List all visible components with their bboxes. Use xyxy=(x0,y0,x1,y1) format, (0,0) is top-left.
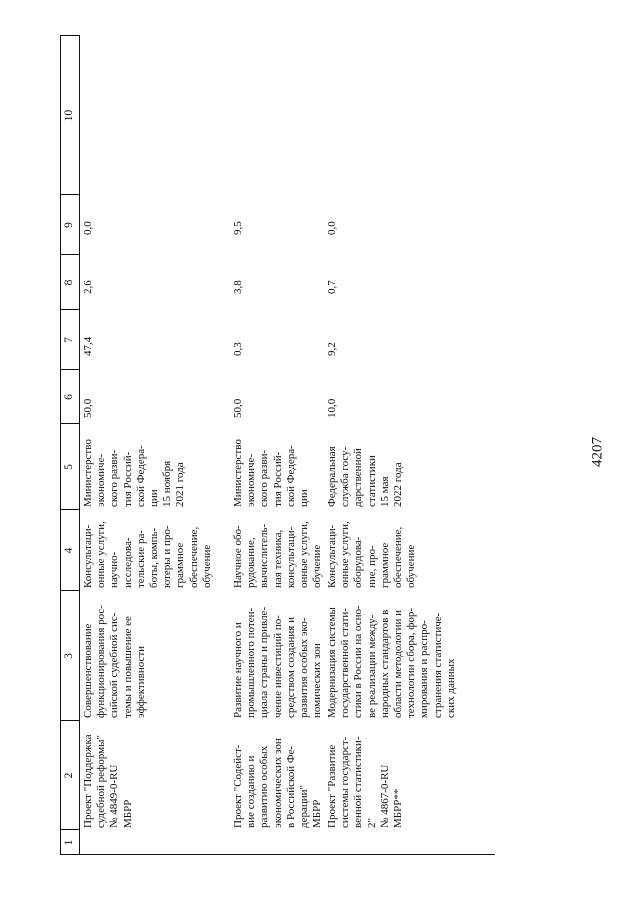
col-header-2: 2 xyxy=(63,772,75,779)
col-header-8: 8 xyxy=(63,279,75,286)
col-header-5: 5 xyxy=(63,464,75,470)
col-header-1: 1 xyxy=(63,839,75,846)
row2-goal: Развитие научного и промышленного потен- циала страны и привле- чение инвестиций по- средством создания и развития особых эко- номических зон xyxy=(232,606,324,718)
row1-project: Проект "Поддержка судебной реформы" № 4849-0-RU МБРР xyxy=(82,734,134,828)
row3-col6: 10,0 xyxy=(326,398,338,418)
row3-use: Консультаци- онные услуги, оборудова- ние, про- граммное обеспечение, обучение xyxy=(326,521,418,588)
table-sheet xyxy=(60,35,495,855)
row1-col7: 47,4 xyxy=(82,336,94,356)
col-header-9: 9 xyxy=(63,222,75,228)
col-header-10: 10 xyxy=(63,109,75,122)
col-header-7: 7 xyxy=(63,337,75,343)
col-header-3: 3 xyxy=(63,653,75,659)
row1-goal: Совершенствование функционирования рос- сийской судебной сис- темы и повышение ее эффективности xyxy=(82,605,147,718)
row3-col7: 9,2 xyxy=(326,342,338,356)
row2-use: Научное обо- рудование, вычислитель- ная техника, консультаци- онные услуги, обучение xyxy=(232,521,324,588)
col-header-4: 4 xyxy=(63,547,75,554)
row1-col9: 0,0 xyxy=(82,221,94,235)
row2-col9: 9,5 xyxy=(232,221,244,235)
row1-use: Консультаци- онные услуги, научно- исследова- тельские ра- боты, компь- ютеры и про- граммное обеспечение, обучение xyxy=(82,521,213,588)
page-number: 4207 xyxy=(589,437,606,467)
row2-executor: Министерство экономиче- ского разви- тия Россий- ской Федера- ции xyxy=(232,439,311,507)
row2-col6: 50,0 xyxy=(232,398,244,418)
header-bottom-border xyxy=(79,35,80,855)
row2-col8: 3,8 xyxy=(232,280,244,294)
row1-col6: 50,0 xyxy=(82,398,94,418)
row2-project: Проект "Содейст- вие созданию и развитию особых экономических зон в Российской Фе- дерации" МБРР xyxy=(232,738,324,828)
row1-executor: Министерство экономиче- ского разви- тия Россий- ской Федера- ции 15 ноября 2021 года xyxy=(82,439,187,507)
row1-col8: 2,6 xyxy=(82,280,94,294)
row3-project: Проект "Развитие системы государст- венной статистики- 2" № 4867-0-RU МБРР** xyxy=(326,736,405,828)
row3-executor: Федеральная служба госу- дарственной статистики 15 мая 2022 года xyxy=(326,446,405,507)
row3-col8: 0,7 xyxy=(326,280,338,294)
table-left-border xyxy=(60,854,495,855)
row3-goal: Модернизация системы государственной стати- стики в России на осно- ве реализации между- народных стандартов в области методологии и технологии сбора, фор- мирования и распро- странения статистиче- ских данных xyxy=(326,605,457,718)
row2-col7: 0,3 xyxy=(232,342,244,356)
col-header-6: 6 xyxy=(63,394,75,400)
row3-col9: 0,0 xyxy=(326,221,338,235)
